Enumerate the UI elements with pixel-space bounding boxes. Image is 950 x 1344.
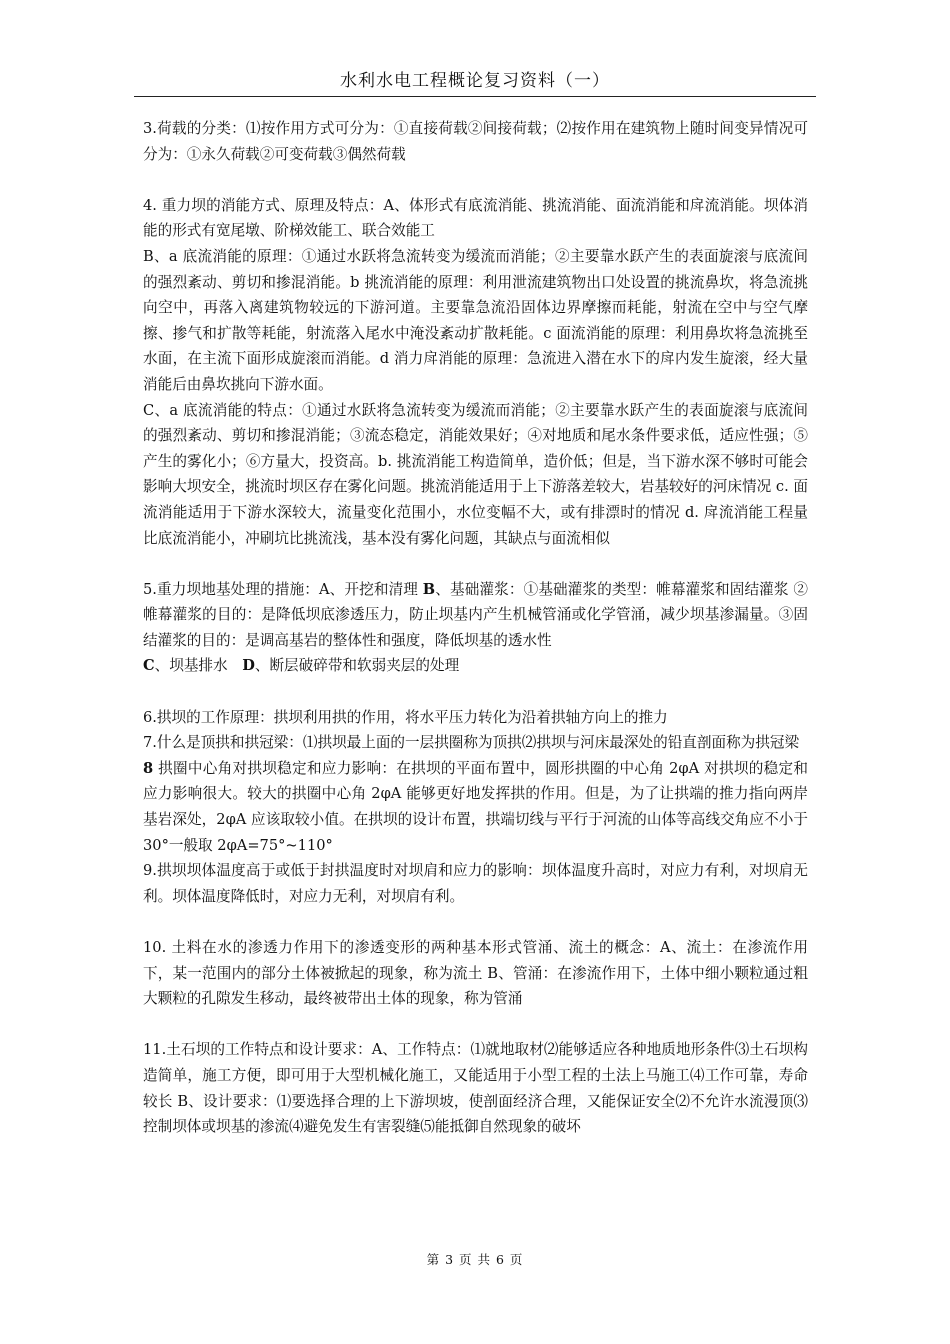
q5-text-start: 5.重力坝地基处理的措施：A、开挖和清理 bbox=[143, 580, 423, 598]
q5-label-d: D bbox=[242, 657, 255, 675]
paragraph-gap bbox=[143, 909, 808, 935]
paragraph-gap bbox=[143, 679, 808, 705]
header-rule bbox=[134, 96, 816, 97]
paragraph-gap bbox=[143, 1012, 808, 1038]
q8-text: 拱圈中心角对拱坝稳定和应力影响：在拱坝的平面布置中，圆形拱圈的中心角 2φA 对拱坝的稳定和应力影响很大。较大的拱圈中心角 2φA 能够更好地发挥拱的作用。但是，为了让拱端的推力指向两岸基岩深处，2φA 应该取较小值。在拱坝的设计布置，拱端切线与平行于河流的山体等高线交角应不小于 30°一般取 2φA=75°~110° bbox=[143, 759, 808, 854]
q5-label-b: B bbox=[422, 580, 436, 598]
paragraph-q6: 6.拱坝的工作原理：拱坝利用拱的作用，将水平压力转化为沿着拱轴方向上的推力 bbox=[143, 708, 668, 726]
q5-text-d: 、断层破碎带和软弱夹层的处理 bbox=[254, 657, 460, 675]
q5-text-c: 、坝基排水 bbox=[154, 657, 243, 675]
paragraph-q8 bbox=[143, 756, 808, 858]
page-number-footer: 第 3 页 共 6 页 bbox=[426, 1252, 524, 1267]
q5-label-c: C bbox=[143, 657, 155, 675]
paragraph-q4-c: C、a 底流消能的特点：①通过水跃将急流转变为缓流而消能；②主要靠水跃产生的表面旋滚与底流间的强烈紊动、剪切和掺混消能；③流态稳定，消能效果好；④对地质和尾水条件要求低，适应性强；⑤产生的雾化小；⑥方量大，投资高。b. 挑流消能工构造简单，造价低；但是，当下游水深不够时可能会影响大坝安全，挑流时坝区存在雾化问题。挑流消能适用于上下游落差较大，岩基较好的河床情况 c. 面流消能适用于下游水深较大，流量变化范围小，水位变幅不大，或有排漂时的情况 d. 戽流消能工程量比底流消能小，冲刷坑比挑流浅，基本没有雾化问题，其缺点与面流相似 bbox=[143, 401, 808, 547]
paragraph-q5 bbox=[143, 577, 808, 679]
paragraph-q11: 11.土石坝的工作特点和设计要求：A、工作特点：⑴就地取材⑵能够适应各种地质地形条件⑶土石坝构造简单，施工方便，即可用于大型机械化施工，又能适用于小型工程的土法上马施工⑷工作可靠，寿命较长 B、设计要求：⑴要选择合理的上下游坝坡，使剖面经济合理，又能保证安全⑵不允许水流漫顶⑶控制坝体或坝基的渗流⑷避免发生有害裂缝⑸能抵御自然现象的破坏 bbox=[143, 1041, 808, 1136]
paragraph-q10: 10. 土料在水的渗透力作用下的渗透变形的两种基本形式管涌、流土的概念：A、流土：在渗流作用下，某一范围内的部分土体被掀起的现象，称为流土 B、管涌：在渗流作用下，土体中细小颗粒通过粗大颗粒的孔隙发生移动，最终被带出土体的现象，称为管涌 bbox=[143, 939, 808, 1008]
paragraph-q7: 7.什么是顶拱和拱冠梁：⑴拱坝最上面的一层拱圈称为顶拱⑵拱坝与河床最深处的铅直剖面称为拱冠梁 bbox=[143, 734, 800, 752]
document-body bbox=[143, 116, 808, 1140]
q5-text-mid: 、基础灌浆：①基础灌浆的类型：帷幕灌浆和固结灌浆 ②帷幕灌浆的目的：是降低坝底渗透压力，防止坝基内产生机械管涌或化学管涌，减少坝基渗漏量。③固结灌浆的目的：是调高基岩的整体性和强度，降低坝基的透水性 bbox=[143, 580, 808, 649]
paragraph-q3: 3.荷载的分类：⑴按作用方式可分为：①直接荷载②间接荷载；⑵按作用在建筑物上随时间变异情况可分为：①永久荷载②可变荷载③偶然荷载 bbox=[143, 120, 808, 163]
paragraph-gap bbox=[143, 551, 808, 577]
paragraph-q4-b: B、a 底流消能的原理：①通过水跃将急流转变为缓流而消能；②主要靠水跃产生的表面旋滚与底流间的强烈紊动、剪切和掺混消能。b 挑流消能的原理：利用泄流建筑物出口处设置的挑流鼻坎，将急流挑向空中，再落入离建筑物较远的下游河道。主要靠急流沿固体边界摩擦而耗能，射流在空中与空气摩擦、掺气和扩散等耗能，射流落入尾水中淹没紊动扩散耗能。c 面流消能的原理：利用鼻坎将急流挑至水面，在主流下面形成旋滚而消能。d 消力戽消能的原理：急流进入潜在水下的戽内发生旋滚，经大量消能后由鼻坎挑向下游水面。 bbox=[143, 247, 808, 393]
page-header-title: 水利水电工程概论复习资料（一） bbox=[340, 71, 610, 91]
paragraph-gap bbox=[143, 167, 808, 193]
q8-number: 8 bbox=[143, 759, 154, 777]
paragraph-q9: 9.拱坝坝体温度高于或低于封拱温度时对坝肩和应力的影响：坝体温度升高时，对应力有利，对坝肩无利。坝体温度降低时，对应力无利，对坝肩有利。 bbox=[143, 862, 808, 905]
paragraph-q4-a: 4. 重力坝的消能方式、原理及特点：A、体形式有底流消能、挑流消能、面流消能和戽流消能。坝体消能的形式有宽尾墩、阶梯效能工、联合效能工 bbox=[143, 196, 808, 240]
